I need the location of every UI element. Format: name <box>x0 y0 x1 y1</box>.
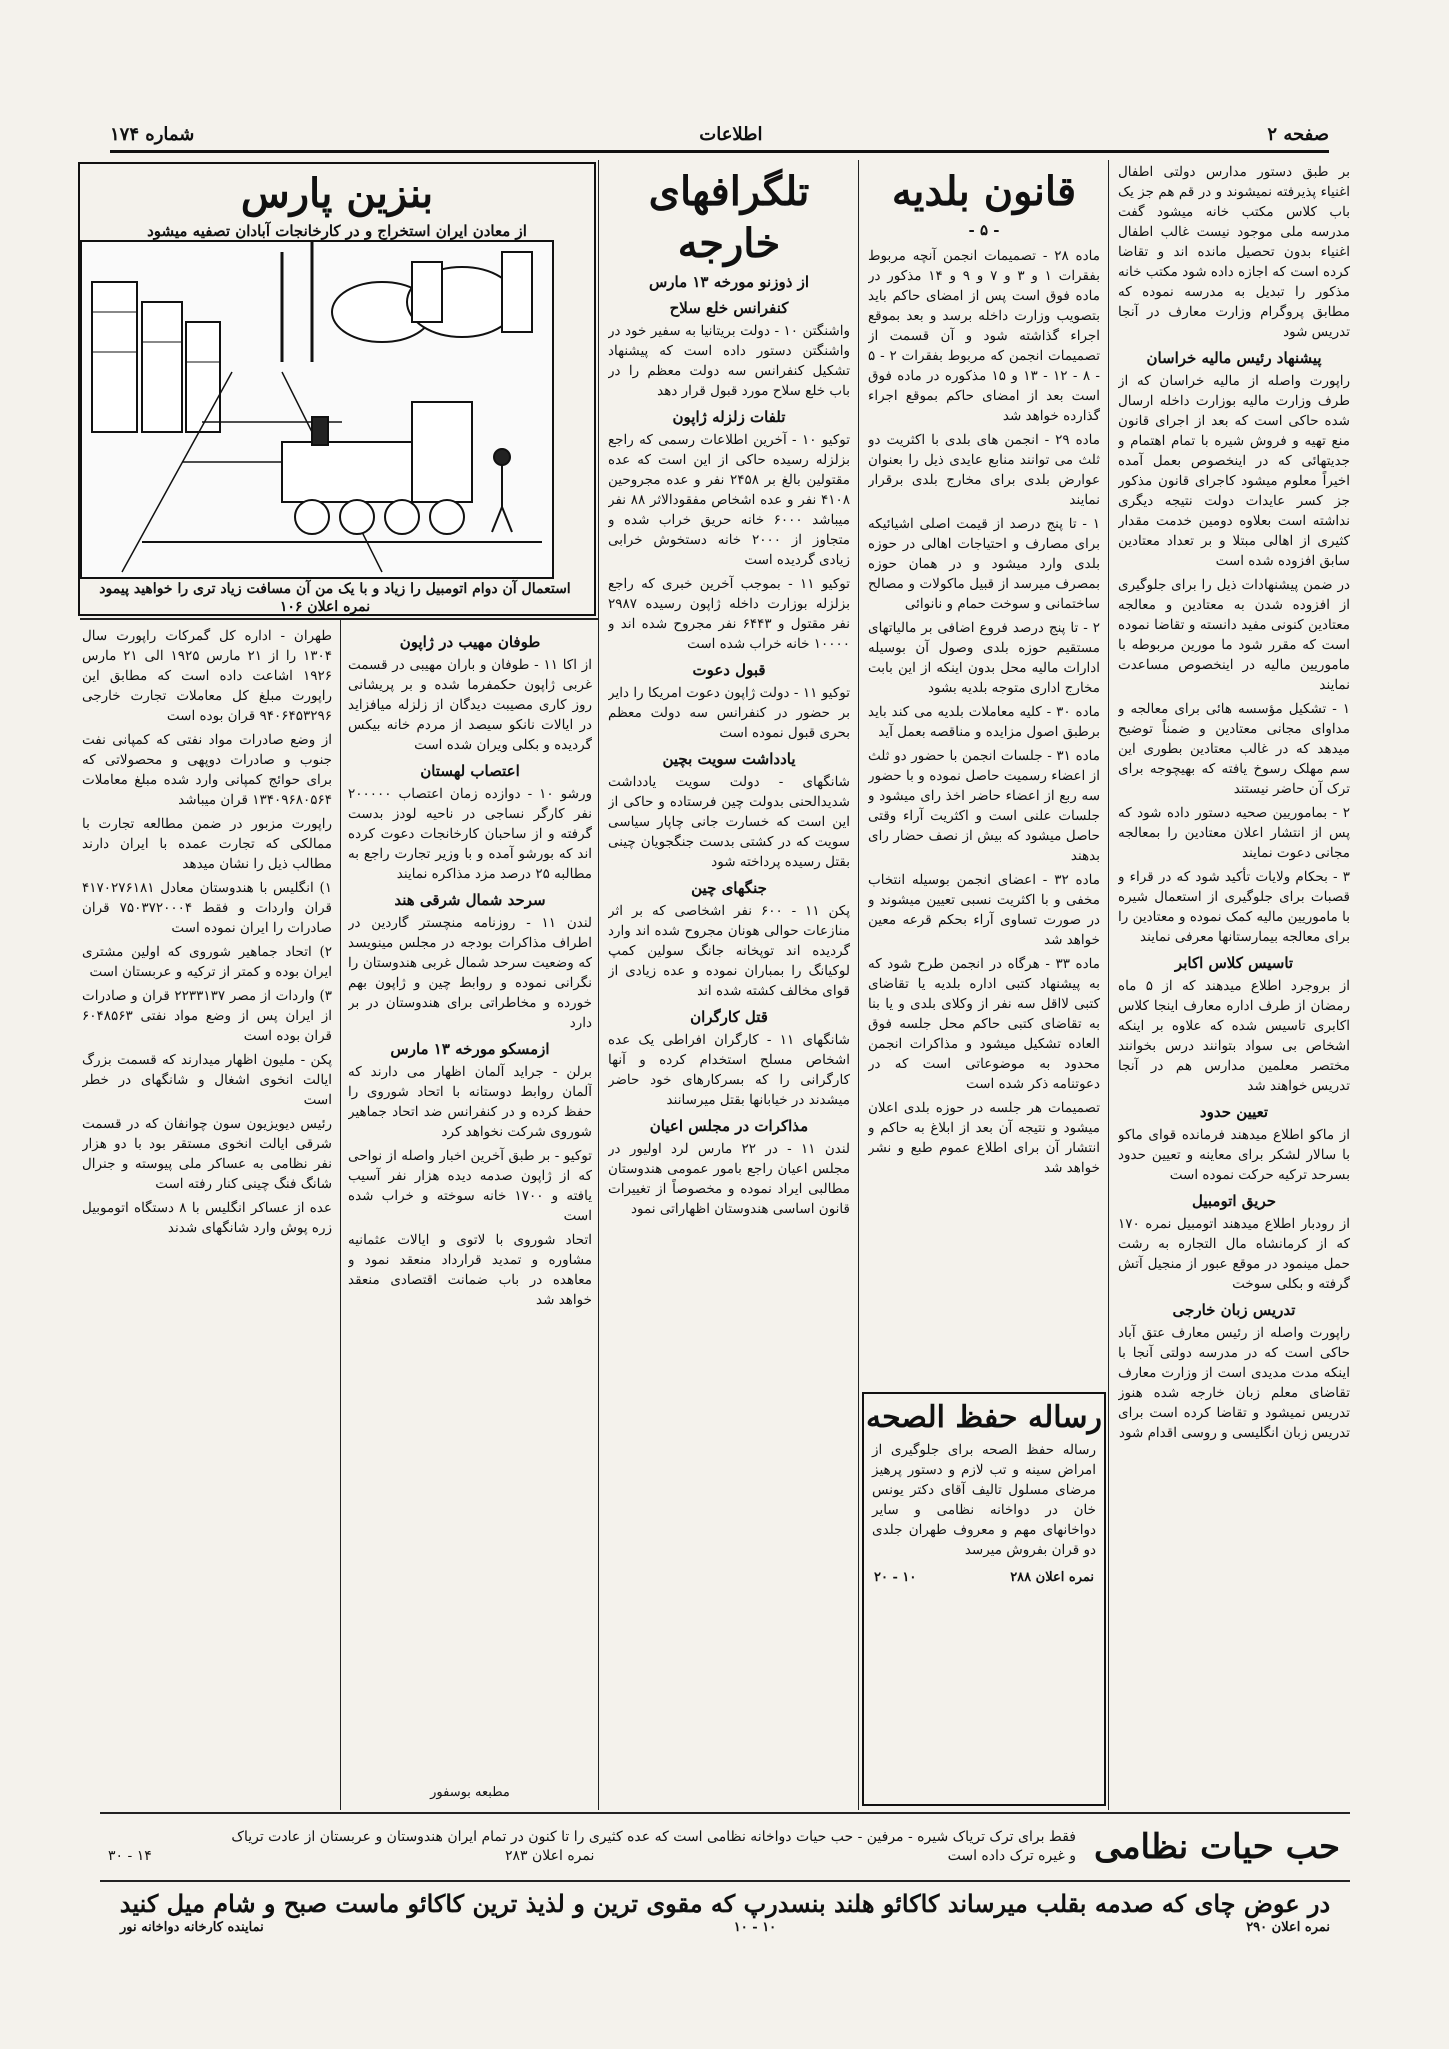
ad-range: ۱۴ - ۳۰ <box>108 1848 152 1864</box>
ad-line: و غیره ترک داده است <box>947 1848 1076 1864</box>
paper-name: اطلاعات <box>699 123 763 145</box>
hab-ad <box>100 1818 1350 1876</box>
article-title: تلگرافهای خارجه <box>648 168 810 267</box>
article-heading: تلفات زلزله ژاپون <box>672 408 786 426</box>
article-paragraph: راپورت واصله از رئیس معارف عتق آباد حاکی است که در مدرسه دولتی آنجا با اینکه مدت مدیدی است از وزارت معارف تقاضای معلم زبان خارجه شده هنوز تدریس نمیشود و تقاضا کرده است برای تدریس زبان انگلیسی و روسی اقدام شود <box>1118 1325 1350 1441</box>
article-paragraph: شانگهای - دولت سویت یادداشت شدیدالحنی بدولت چین فرستاده و حاکی از این است که خسارت جانی چاپار سیاسی سویت که در کشتی بدست جنگجویان چینی بقتل رسیده پرداخته شود <box>608 774 850 870</box>
article-paragraph: ماده ۳۱ - جلسات انجمن با حضور دو ثلث از اعضاء رسمیت حاصل نموده و با حضور سه ربع از اعضاء حاضر اخذ رای میشود و جلسات علنی است و اکثریت آراء وقتی حاصل میشود که بیش از نصف حضار رای بدهند <box>868 748 1100 864</box>
ad-range: ۱۰ - ۲۰ <box>874 1570 917 1585</box>
ad-body <box>100 1828 1084 1866</box>
article-paragraph: عده از عساکر انگلیس با ۸ دستگاه اتوموبیل زره پوش وارد شانگهای شدند <box>82 1200 332 1236</box>
article-paragraph: ماده ۳۰ - کلیه معاملات بلدیه می کند باید برطبق اصول مزایده و مناقصه بعمل آید <box>868 704 1100 740</box>
article-paragraph: ماده ۲۹ - انجمن های بلدی با اکثریت دو ثلث می توانند منابع عایدی ذیل را بعنوان عوارض بلدی برای مخارج بلدی برقرار نمایند <box>868 432 1100 508</box>
article-paragraph: ۱) انگلیس با هندوستان معادل ۴۱۷۰۲۷۶۱۸۱ قران واردات و فقط ۷۵۰۳۷۲۰۰۰۴ قران صادرات را ایران نموده است <box>82 880 332 936</box>
article-part: - ۵ - <box>968 221 1000 239</box>
printer-name: مطبعه بوسفور <box>430 1785 510 1800</box>
ad-number: نمره اعلان ۲۸۸ <box>1010 1570 1094 1585</box>
masthead <box>110 118 1329 153</box>
section-rule <box>80 618 598 620</box>
column-rule <box>340 620 341 1810</box>
article-paragraph: طهران - اداره کل گمرکات راپورت سال ۱۳۰۴ را از ۲۱ مارس ۱۹۲۵ الی ۲۱ مارس ۱۹۲۶ اشاعت داده است که مطابق این راپورت مبلغ کل معاملات تجارت خارجی ۹۴۰۶۴۵۳۲۹۶ قران بوده است <box>82 628 332 724</box>
article-paragraph: ماده ۲۸ - تصمیمات انجمن آنچه مربوط بفقرات ۱ و ۳ و ۷ و ۹ و ۱۴ مذکور در ماده فوق است پس از امضای حاکم باید بتصویب وزارت داخله برسد و بعد بموقع اجراء گذاشته شود و آن قسمت از تصمیمات انجمن که مربوط بفقرات ۲ - ۵ - ۸ - ۱۲ - ۱۳ و ۱۵ مذکوره در ماده فوق است بعد از امضای حاکم بموقع اجراء گذارده خواهد شد <box>868 248 1100 424</box>
article-paragraph: برلن - جراید آلمان اظهار می دارند که آلمان روابط دوستانه با اتحاد شوروی را حفظ کرده و در کنفرانس ضد اتحاد جماهیر شوروی شرکت نخواهد کرد <box>348 1064 592 1140</box>
ad-footer <box>864 1564 1104 1591</box>
article-heading: سرحد شمال شرقی هند <box>394 891 546 909</box>
article-paragraph: راپورت واصله از مالیه خراسان که از طرف وزارت مالیه بوزارت داخله ارسال شده حاکی است که بعد از اجرای قانون منع تهیه و فروش شیره با تمام اهتمام و جدیتهائی که در اینخصوص بعمل آمده اخیراً معلوم میشود کاجرای قانون مذکور جز کسر عایدات دولت نتیجه دیگری نداشته است بعلاوه دومین خدمت مقدار کثیری از اهالی مبتلا و بر تعداد معتادین سابق افزوده شده است <box>1118 373 1350 569</box>
article-heading: اعتصاب لهستان <box>420 762 520 780</box>
footer-rule <box>100 1880 1350 1882</box>
ad-caption <box>90 580 580 616</box>
article-paragraph: ۱ - تا پنج درصد از قیمت اصلی اشیائیکه برای مصارف و احتیاجات اهالی در حوزه بلدی وارد میشود و در همان حوزه بمصرف میرسد از قبیل ماکولات و مصالح ساختمانی و سوخت حمام و نانوائی <box>868 516 1100 612</box>
article-heading: کنفرانس خلع سلاح <box>669 299 789 317</box>
ad-number: نمره اعلان ۲۸۳ <box>504 1848 595 1864</box>
column-4 <box>348 626 592 1806</box>
article-paragraph: واشنگتن ۱۰ - دولت بریتانیا به سفیر خود در واشنگتن دستور داده است که پیشنهاد تشکیل کنفرانس سه دولت معظم را در باب خلع سلاح مورد قبول قرار دهد <box>608 323 850 399</box>
ad-number: نمره اعلان ۱۰۶ <box>279 599 371 615</box>
column-3 <box>608 162 850 1807</box>
article-paragraph: در ضمن پیشنهادات ذیل را برای جلوگیری از افزوده شدن به معتادین و معالجه معتادین کنونی مفید دانسته و تقاضا نموده است که مقرر شود ما مورین مربوطه با ماموریین مالیه در اینخصوص مساعدت نمایند <box>1118 577 1350 693</box>
article-heading: ازمسکو مورخه ۱۳ مارس <box>390 1040 550 1058</box>
column-rule <box>598 160 599 1810</box>
page-number: صفحه ۲ <box>1267 123 1329 145</box>
article-paragraph: شانگهای ۱۱ - کارگران افراطی یک عده اشخاص مسلح استخدام کرده و آنها کارگرانی را که بسرکارهای خود حاضر میشدند در خیابانها بقتل میرسانند <box>608 1032 850 1108</box>
article-paragraph: توکیو ۱۱ - دولت ژاپون دعوت امریکا را دایر بر حضور در کنفرانس سه دولت معظم بحری قبول نموده است <box>608 685 850 741</box>
risala-ad <box>862 1392 1106 1806</box>
article-paragraph: راپورت مزبور در ضمن مطالعه تجارت با ممالکی که تجارت عمده با ایران دارند مطالب ذیل را نشان میدهد <box>82 816 332 872</box>
column-rule <box>858 160 859 1810</box>
article-paragraph: پکن ۱۱ - ۶۰۰ نفر اشخاصی که بر اثر منازعات حوالی هونان مجروح شده اند وارد گردیده اند توپخانه جانگ سولین کمپ لوکیانگ را بمباران نموده و عده زیادی از قوای مخالف کشته شده اند <box>608 903 850 999</box>
article-heading: تاسیس کلاس اکابر <box>1174 954 1294 972</box>
ad-footer <box>100 1920 1350 1935</box>
ad-title: حب حیات نظامی <box>1094 1827 1340 1867</box>
ad-line: فقط برای ترک تریاک شیره - مرفین - حب حیات دواخانه نظامی است که عده کثیری را تا کنون در تمام ایران هندوستان و عربستان از عادت تریاک <box>231 1829 1076 1845</box>
ad-title: بنزین پارس <box>240 170 434 217</box>
article-paragraph: توکیو ۱۰ - آخرین اطلاعات رسمی که راجع بزلزله رسیده حاکی از این است که عده مقتولین بالغ بر ۲۴۵۸ نفر و عده مجروحین ۴۱۰۸ نفر و عده اشخاص مفقودالاثر ۸۸ نفر میباشد ۶۰۰۰ خانه حریق خراب شده و متجاوز از ۲۰۰۰ خانه دستخوش خرابی زیادی گردیده است <box>608 432 850 568</box>
article-dateline: از ذوزنو مورخه ۱۳ مارس <box>648 273 810 291</box>
cocoa-ad <box>100 1888 1350 1948</box>
issue-number: شماره ۱۷۴ <box>110 123 195 145</box>
article-heading: تدریس زبان خارجی <box>1172 1301 1296 1319</box>
ad-range: ۱۰ - ۱۰ <box>733 1920 777 1935</box>
article-paragraph: توکیو ۱۱ - بموجب آخرین خبری که راجع بزلزله بوزارت داخله ژاپون رسیده ۲۹۸۷ نفر مقتول و ۶۴۴۳ نفر مجروح شده اند و ۱۰۰۰۰ خانه خراب شده است <box>608 576 850 652</box>
article-heading: مذاکرات در مجلس اعیان <box>649 1117 809 1135</box>
ad-headline: در عوض چای که صدمه بقلب میرساند کاکائو هلند بنسدرپ که مقوی ترین و لذیذ ترین کاکائو ماست صبح و شام میل کنید <box>119 1889 1331 1918</box>
article-paragraph: تصمیمات هر جلسه در حوزه بلدی اعلان میشود و نتیجه آن بعد از ابلاغ به حاکم و انتشار آن برای اطلاع عموم طبع و نشر خواهد شد <box>868 1100 1100 1176</box>
ad-caption-text: استعمال آن دوام اتومبیل را زیاد و با یک من آن مسافت زیاد تری را خواهید پیمود <box>99 581 571 597</box>
article-heading: تعیین حدود <box>1199 1103 1269 1121</box>
article-paragraph: ۱ - تشکیل مؤسسه هائی برای معالجه و مداوای مجانی معتادین و ضمناً توضیح میدهد که در غالب معتادین بطوری این سم مهلک رسوخ یافته که بهیچوجه برای ترک آن حاضر نیستند <box>1118 701 1350 797</box>
article-paragraph: ماده ۳۳ - هرگاه در انجمن طرح شود که به پیشنهاد کتبی اداره بلدیه یا تقاضای کتبی لااقل سه نفر از وکلای بلدی و یا بنا به تقاضای کتبی حاکم محل جلسه فوق العاده تشکیل میشود و مذاکرات انجمن محدود به موضوعاتی است که در دعوتنامه ذکر شده است <box>868 956 1100 1092</box>
printer-credit <box>348 1785 592 1800</box>
article-paragraph: ورشو ۱۰ - دوازده زمان اعتصاب ۲۰۰۰۰۰ نفر کارگر نساجی در ناحیه لودز بدست گرفته و از ساحبان کارخانجات دعوت کرده اند که بورشو آمده و با وزیر تجارت راجع به مطالبه ۲۵ درصد مزد مذاکره نمایند <box>348 786 592 882</box>
article-paragraph: بر طبق دستور مدارس دولتی اطفال اغنیاء پذیرفته نمیشوند و در قم هم جز یک باب کلاس مکتب خانه میشود گفت مدرسه ملی موجود نیست غالب اطفال اغنیاء بدون تحصیل مانده اند و تقاضا کرده است که اجازه داده شود مکتب خانه مذکور را تبدیل به مدرسه نموده که مطابق پروگرام وزارت معارف در آنجا تدریس شود <box>1118 164 1350 340</box>
article-paragraph: رئیس دیویزیون سون چوانفان که در قسمت شرقی ایالت انخوی مستقر بود با دو هزار نفر نظامی به عساکر ملی پیوسته و جنرال شانگ فنگ چینی کنار رفته است <box>82 1116 332 1192</box>
article-paragraph: پکن - ملیون اظهار میدارند که قسمت بزرگ ایالت انخوی اشغال و شانگهای در خطر است <box>82 1052 332 1108</box>
column-2 <box>868 162 1100 1382</box>
ad-body <box>864 1440 1104 1564</box>
article-paragraph: از رودبار اطلاع میدهند اتومبیل نمره ۱۷۰ که از کرمانشاه مال التجاره به رشت حمل مینمود در موقع عبور از منجیل آتش گرفته و بکلی سوخت <box>1118 1216 1350 1292</box>
ad-agent: نماینده کارخانه دواخانه نور <box>120 1920 264 1935</box>
article-paragraph: لندن ۱۱ - در ۲۲ مارس لرد اولیور در مجلس اعیان راجع بامور عمومی هندوستان مطالبی ایراد نموده و مخصوصاً از تغییرات قانون اساسی هندوستان اظهاراتی نمود <box>608 1141 850 1217</box>
article-paragraph: از وضع صادرات مواد نفتی که کمپانی نفت جنوب و صادرات دوپهی و محصولاتی که برای حوائج کمپانی وارد شده مبلغ معاملات ۱۳۴۰۹۶۸۰۵۶۴ قران میباشد <box>82 732 332 808</box>
article-heading: حریق اتومبیل <box>1192 1192 1276 1210</box>
article-paragraph: اتحاد شوروی با لاتوی و ایالات عثمانیه مشاوره و تمدید قرارداد منعقد نمود و معاهده در باب ضمانت اقتصادی منعقد خواهد شد <box>348 1232 592 1308</box>
footer-rule <box>100 1812 1350 1814</box>
article-heading: جنگهای چین <box>691 879 767 897</box>
article-paragraph: ۳ - بحکام ولایات تأکید شود که در قراء و قصبات برای جلوگیری از استعمال شیره با ماموریین مالیه کمک نموده و معتادین را برای معالجه بیمارستانها معرفی نمایند <box>1118 869 1350 945</box>
refinery-illustration <box>80 240 554 579</box>
column-1 <box>1118 162 1350 1807</box>
ad-subtitle: از معادن ایران استخراج و در کارخانجات آبادان تصفیه میشود <box>147 222 527 240</box>
article-paragraph: از ماکو اطلاع میدهند فرمانده قوای ماکو با سالار لشکر برای معاینه و تعیین حدود بسرحد ترکیه حرکت نموده است <box>1118 1127 1350 1183</box>
ad-title: رساله حفظ الصحه <box>865 1400 1102 1435</box>
article-paragraph: ۳) واردات از مصر ۲۲۳۳۱۳۷ قران و صادرات از ایران پس از وضع مواد نفتی ۶۰۴۸۵۶۳ قران بوده است <box>82 988 332 1044</box>
article-paragraph: از اکا ۱۱ - طوفان و باران مهیبی در قسمت غربی ژاپون حکمفرما شده و بر پریشانی روز کاری مصیبت دیدگان از زلزله میافزاید در ایالات نانکو سیصد از مردم خانه بیکس گردیده و بکلی ویران شده است <box>348 657 592 753</box>
column-rule <box>1108 160 1109 1810</box>
article-title: قانون بلدیه <box>891 168 1077 215</box>
ad-text: رساله حفظ الصحه برای جلوگیری از امراض سینه و تب لازم و دستور پرهیز مرضای مسلول تالیف آقای دکتر یونس خان در دواخانه نظامی و سایر دواخانهای مهم و معروف طهران جلدی دو قران بفروش میرسد <box>872 1442 1096 1558</box>
ad-number: نمره اعلان ۲۹۰ <box>1246 1920 1330 1935</box>
article-heading: یادداشت سویت بچین <box>662 750 796 768</box>
article-heading: طوفان مهیب در ژاپون <box>399 633 541 651</box>
refinery-drawing <box>82 242 552 577</box>
ad-line-row <box>108 1847 1076 1866</box>
article-paragraph: ۲ - بماموریین صحیه دستور داده شود که پس از انتشار اعلان معتادین را بمعالجه مجانی دعوت نمایند <box>1118 805 1350 861</box>
article-paragraph: ۲ - تا پنج درصد فروع اضافی بر مالیاتهای مستقیم حوزه بلدی وصول آن بوسیله ادارات مالیه محل بدون اینکه از این بابت مخارج اداری متوجه بلدیه بشود <box>868 620 1100 696</box>
article-paragraph: توکیو - بر طبق آخرین اخبار واصله از نواحی که از ژاپون صدمه دیده هزار نفر آسیب یافته و ۱۷۰۰ خانه سوخته و خراب شده است <box>348 1148 592 1224</box>
article-heading: قبول دعوت <box>692 661 766 679</box>
column-5 <box>82 626 332 1806</box>
article-heading: پیشنهاد رئیس مالیه خراسان <box>1146 349 1322 367</box>
article-paragraph: از بروجرد اطلاع میدهند که از ۵ ماه رمضان از طرف اداره معارف اینجا کلاس اکابری تاسیس شده که علاوه بر اینکه اشخاص بی سواد بتوانند درس بخوانند مختصر معلمین مدارس هم در آنجا تدریس خواهند شد <box>1118 978 1350 1094</box>
article-paragraph: لندن ۱۱ - روزنامه منچستر گاردین در اطراف مذاکرات بودجه در مجلس مینویسد که وضعیت سرحد شمال غربی هندوستان را نگرانی نموده و روابط چین و ژاپون بهم خورده و مخاطراتی برای هندوستان در بر دارد <box>348 915 592 1031</box>
article-paragraph: ۲) اتحاد جماهیر شوروی که اولین مشتری ایران بوده و کمتر از ترکیه و عربستان است <box>82 944 332 980</box>
article-paragraph: ماده ۳۲ - اعضای انجمن بوسیله انتخاب مخفی و با اکثریت نسبی تعیین میشوند و در صورت تساوی آراء بحکم قرعه معین خواهد شد <box>868 872 1100 948</box>
article-heading: قتل کارگران <box>690 1008 768 1026</box>
